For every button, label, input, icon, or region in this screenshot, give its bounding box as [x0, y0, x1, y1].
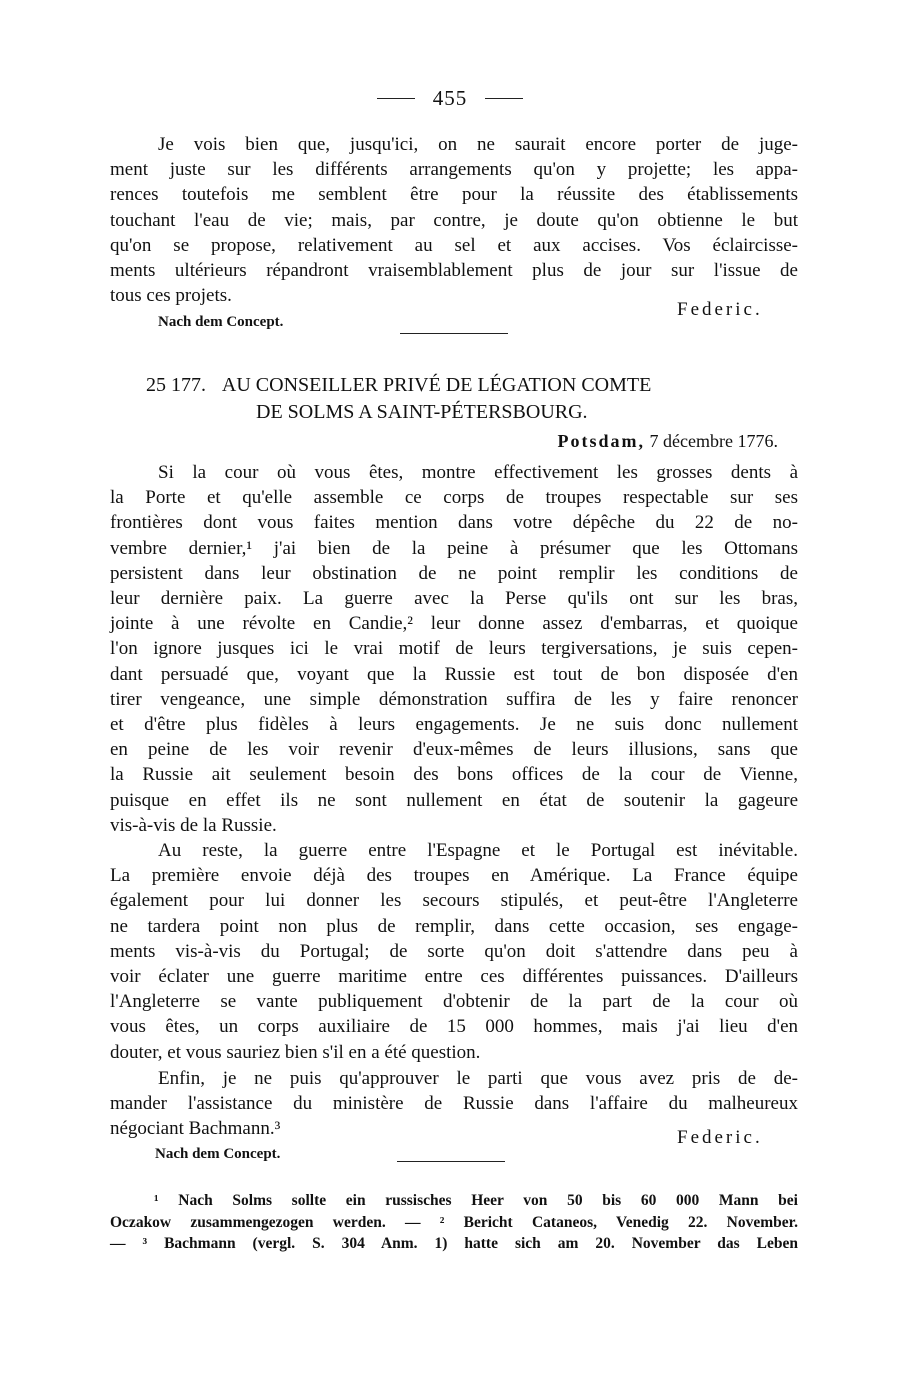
text-line: l'Angleterre se vante publiquement d'obtenir de la part de la cour où	[110, 991, 798, 1013]
text-line: la Russie ait seulement besoin des bons offices de la cour de Vienne,	[110, 764, 798, 786]
page-header	[0, 86, 900, 111]
header-dash-right	[485, 98, 523, 99]
text-line: qu'on se propose, relativement au sel et aux accises. Vos éclaircisse-	[110, 234, 798, 256]
text-line: vembre dernier,¹ j'ai bien de la peine à présumer que les Ottomans	[110, 537, 798, 559]
dateline-date: 7 décembre 1776.	[649, 431, 778, 451]
text-line: tirer vengeance, une simple démonstration suffira de les y faire renoncer	[110, 688, 798, 710]
text-line: également pour lui donner les secours stipulés, et peut-être l'Angleterre	[110, 890, 798, 912]
dateline	[558, 431, 778, 452]
text-line: puisque en effet ils ne sont nullement en état de soutenir la gageure	[110, 789, 798, 811]
letter2-source-note: Nach dem Concept.	[155, 1146, 281, 1162]
text-line: jointe à une révolte en Candie,² leur donne assez d'embarras, et quoique	[110, 613, 798, 635]
footnote-line: ¹ Nach Solms sollte ein russisches Heer von 50 bis 60 000 Mann bei	[154, 1192, 798, 1209]
text-line: La première envoie déjà des troupes en Amérique. La France équipe	[110, 865, 798, 887]
text-line: Je vois bien que, jusqu'ici, on ne saurait encore porter de juge-	[158, 134, 798, 155]
text-line: la Porte et qu'elle assemble ce corps de troupes respectable sur ses	[110, 487, 798, 509]
text-line: Au reste, la guerre entre l'Espagne et le Portugal est inévitable.	[158, 840, 798, 861]
letter2-signature: Federic.	[677, 1127, 763, 1148]
letter1-body	[110, 132, 798, 308]
text-line: ments vis-à-vis du Portugal; de sorte qu'on doit s'attendre dans peu à	[110, 940, 798, 962]
separator-rule	[397, 1161, 505, 1162]
text-line: touchant l'eau de vie; mais, par contre, je doute qu'on obtienne le but	[110, 209, 798, 231]
text-line: vous êtes, un corps auxiliaire de 15 000 hommes, mais j'ai lieu d'en	[110, 1016, 798, 1038]
letter2-paragraph-1	[110, 460, 798, 838]
text-line: leur dernière paix. La guerre avec la Perse qu'ils ont sur les bras,	[110, 588, 798, 610]
heading-line-1: AU CONSEILLER PRIVÉ DE LÉGATION COMTE	[221, 374, 652, 396]
text-line: et d'être plus fidèles à leurs engagements. Je ne suis donc nullement	[110, 714, 798, 736]
text-line: ments ultérieurs répandront vraisemblablement plus de jour sur l'issue de	[110, 260, 798, 282]
letter1-signature: Federic.	[677, 299, 763, 320]
heading-line-2: DE SOLMS A SAINT-PÉTERSBOURG.	[256, 401, 588, 423]
footnotes	[110, 1190, 798, 1255]
text-line: négociant Bachmann.³	[110, 1118, 281, 1140]
text-line: l'on ignore jusques ici le vrai motif de leurs tergiversations, je suis cepen-	[110, 638, 798, 660]
separator-rule	[400, 333, 508, 334]
text-line: tous ces projets.	[110, 285, 232, 307]
footnote-line: Oczakow zusammengezogen werden. — ² Bericht Cataneos, Venedig 22. November.	[110, 1213, 798, 1231]
text-line: persistent dans leur obstination de ne point remplir les conditions de	[110, 562, 798, 584]
letter-number: 25 177.	[146, 374, 206, 396]
page-number: 455	[432, 86, 468, 110]
dateline-place: Potsdam,	[557, 431, 646, 451]
text-line: en peine de les voir revenir d'eux-mêmes de leurs illusions, sans que	[110, 739, 798, 761]
text-line: vis-à-vis de la Russie.	[110, 814, 277, 836]
text-line: Enfin, je ne puis qu'approuver le parti que vous avez pris de de-	[158, 1068, 798, 1089]
text-line: Si la cour où vous êtes, montre effectivement les grosses dents à	[158, 462, 798, 483]
text-line: voir éclater une guerre maritime entre ces différentes puissances. D'ailleurs	[110, 966, 798, 988]
text-line: ne tardera point non plus de remplir, dans cette occasion, ses engage-	[110, 915, 798, 937]
header-dash-left	[377, 98, 415, 99]
footnote-line: — ³ Bachmann (vergl. S. 304 Anm. 1) hatte sich am 20. November das Leben	[110, 1235, 798, 1252]
text-line: dant persuadé que, voyant que la Russie est tout de bon disposée d'en	[110, 663, 798, 685]
text-line: ment juste sur les différents arrangements qu'on y projette; les appa-	[110, 159, 798, 181]
text-line: mander l'assistance du ministère de Russie dans l'affaire du malheureux	[110, 1093, 798, 1115]
letter1-source-note: Nach dem Concept.	[158, 314, 284, 330]
text-line: frontières dont vous faites mention dans votre dépêche du 22 de no-	[110, 512, 798, 534]
text-line: douter, et vous sauriez bien s'il en a été question.	[110, 1041, 481, 1063]
letter2-paragraph-2	[110, 838, 798, 1065]
text-line: rences toutefois me semblent être pour la réussite des établissements	[110, 184, 798, 206]
